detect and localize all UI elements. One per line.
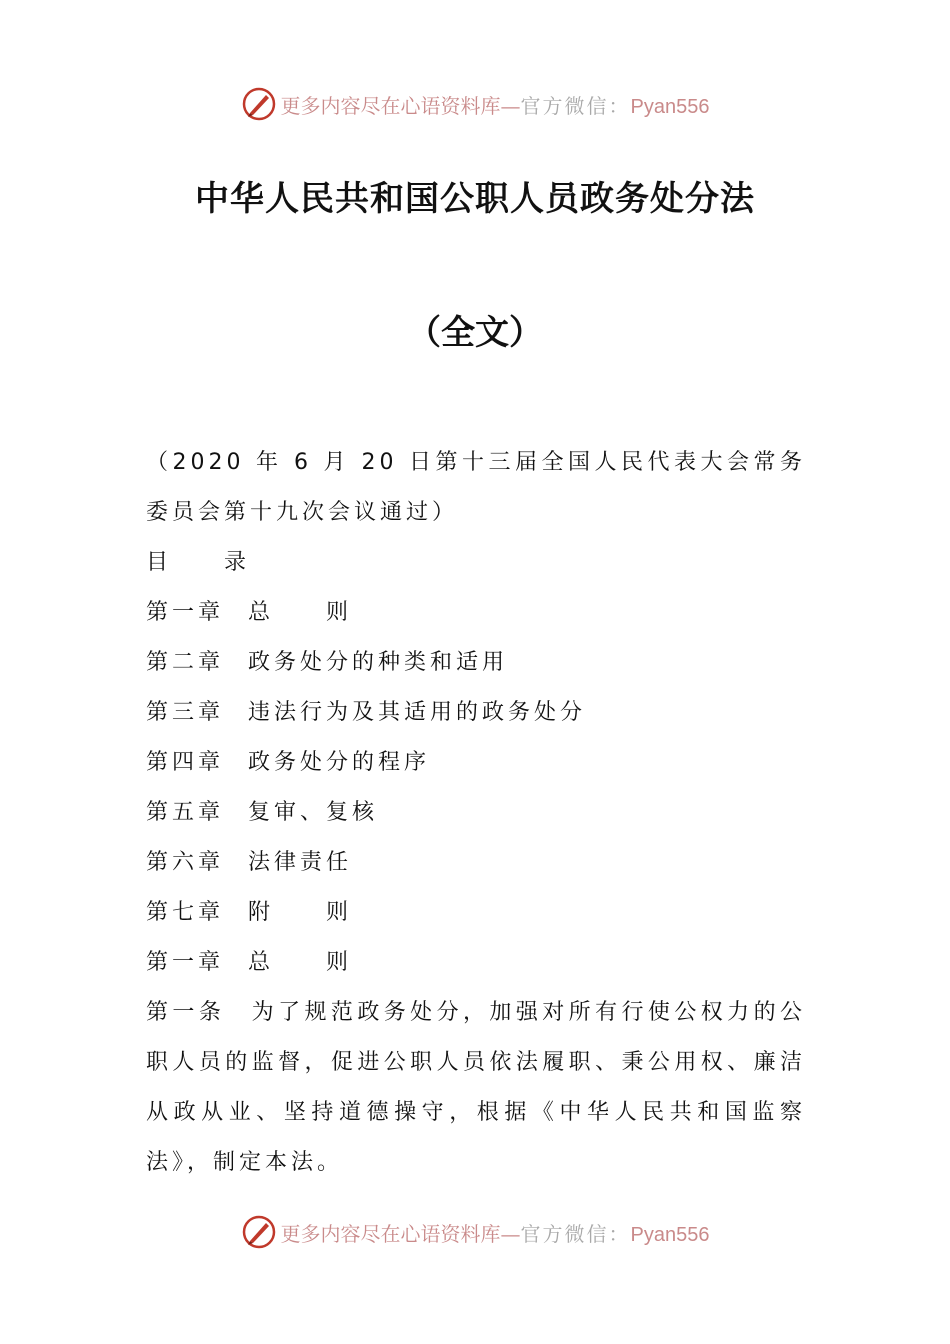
- watermark-dash: —: [500, 93, 521, 118]
- watermark-wechat-id: Pyan556: [630, 1223, 710, 1246]
- toc-item-number: 第四章: [146, 750, 225, 775]
- watermark-wechat-id: Pyan556: [630, 95, 710, 118]
- watermark-wechat-label: 官方微信：: [520, 1221, 631, 1246]
- toc-item: [146, 838, 806, 888]
- toc-item-number: 第六章: [146, 850, 225, 875]
- document-body: [146, 438, 806, 1188]
- toc-heading: [146, 538, 806, 588]
- toc-item-title: 政务处分的种类和适用: [248, 650, 509, 675]
- watermark-wechat-label: 官方微信：: [520, 93, 631, 118]
- document-subtitle: （全文）: [407, 313, 543, 353]
- toc-item-title: 政务处分的程序: [248, 750, 431, 775]
- toc-item-title: 总 则: [248, 600, 353, 625]
- toc-item: [146, 638, 806, 688]
- chapter-number: 第一章: [146, 950, 225, 975]
- toc-item-title: 违法行为及其适用的政务处分: [248, 700, 587, 725]
- watermark-dash: —: [500, 1221, 521, 1246]
- article-1: 第一条 为了规范政务处分，加强对所有行使公权力的公职人员的监督，促进公职人员依法履职、秉公用权、廉洁从政从业、坚持道德操守，根据《中华人民共和国监察法》，制定本法。: [146, 1000, 806, 1175]
- watermark-text: 更多内容尽在心语资料库: [280, 93, 501, 118]
- toc-item: [146, 738, 806, 788]
- toc-heading-first: 目: [146, 550, 173, 575]
- toc-item-number: 第一章: [146, 600, 225, 625]
- toc-item: [146, 888, 806, 938]
- toc-item-title: 复审、复核: [248, 800, 379, 825]
- chapter-title: 总 则: [248, 950, 353, 975]
- chapter-heading: [146, 938, 806, 988]
- intro-paragraph: （2020 年 6 月 20 日第十三届全国人民代表大会常务委员会第十九次会议通过）: [146, 450, 806, 525]
- toc-item: [146, 788, 806, 838]
- toc-item-number: 第七章: [146, 900, 225, 925]
- toc-item-number: 第三章: [146, 700, 225, 725]
- document-title: 中华人民共和国公职人员政务处分法: [195, 179, 755, 219]
- header-watermark: [0, 84, 950, 124]
- watermark-text: 更多内容尽在心语资料库: [280, 1221, 501, 1246]
- toc-item-title: 附 则: [248, 900, 353, 925]
- toc-item-number: 第五章: [146, 800, 225, 825]
- toc-item-number: 第二章: [146, 650, 225, 675]
- footer-watermark: [0, 1212, 950, 1252]
- toc-heading-second: 录: [224, 550, 251, 575]
- pen-logo-icon: [241, 1214, 277, 1250]
- toc-item-title: 法律责任: [248, 850, 353, 875]
- toc-item: [146, 588, 806, 638]
- pen-logo-icon: [241, 86, 277, 122]
- toc-item: [146, 688, 806, 738]
